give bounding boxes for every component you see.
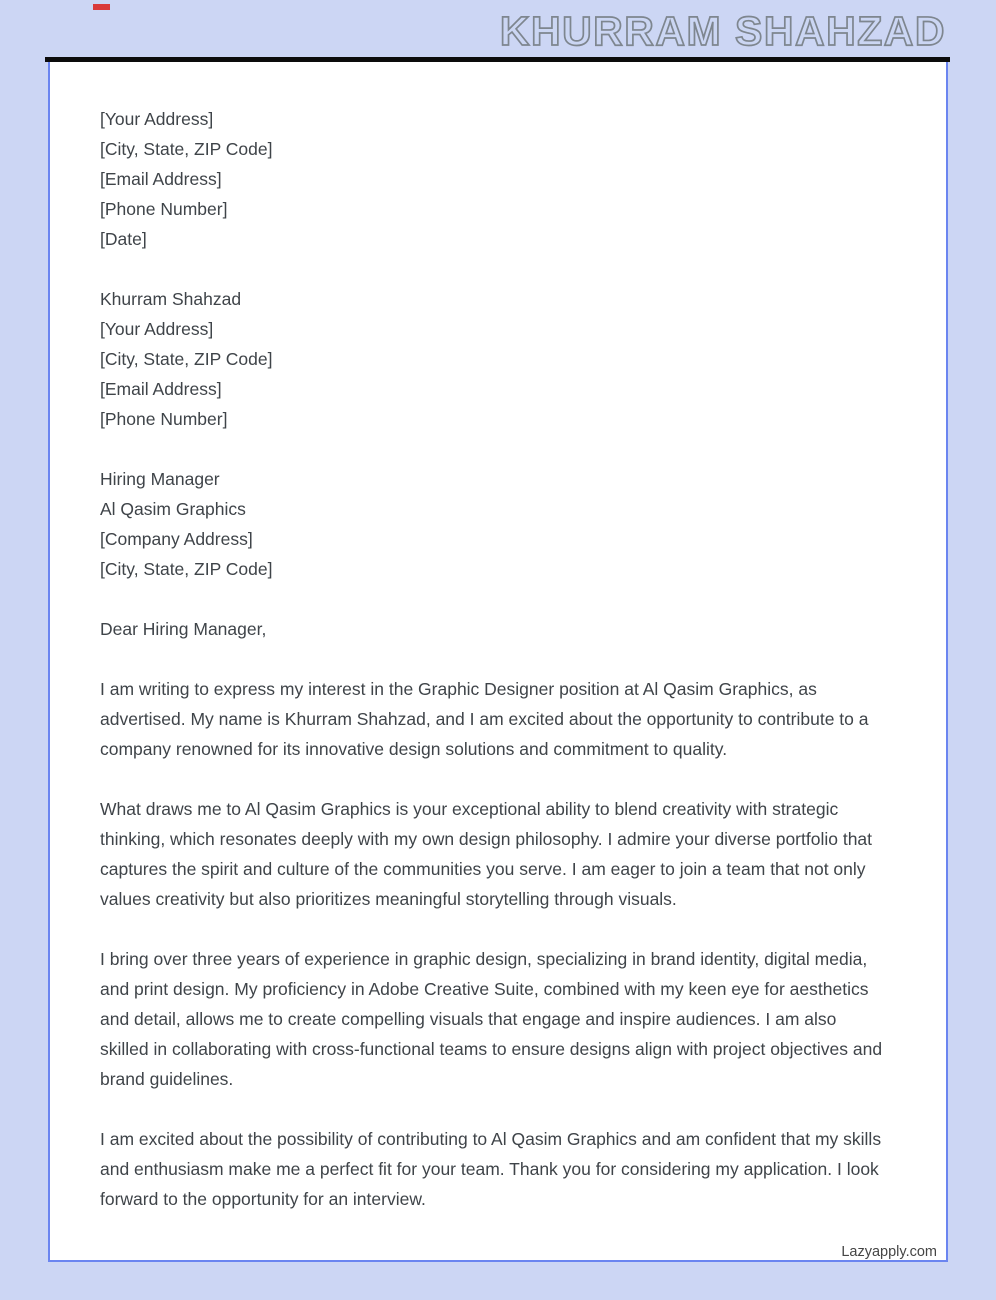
header-name-title: KHURRAM SHAHZAD — [499, 8, 946, 54]
letter-line: [Company Address] — [100, 529, 253, 549]
document-header — [0, 0, 996, 57]
watermark-label: Lazyapply.com — [841, 1244, 937, 1260]
letter-paragraph: I bring over three years of experience in graphic design, specializing in brand identity, digital media, and print design. My proficiency in Adobe Creative Suite, combined with my keen eye for aesthetics and detail, allows me to create compelling visuals that engage and inspire audiences. I am also skilled in collaborating with cross-functional teams to ensure designs align with project objectives and brand guidelines. — [100, 949, 883, 1089]
letter-line: [Your Address] — [100, 109, 214, 129]
letter-line: Khurram Shahzad — [100, 289, 242, 309]
sender-block — [100, 284, 888, 434]
letter-paragraph: I am writing to express my interest in the Graphic Designer position at Al Qasim Graphics, as advertised. My name is Khurram Shahzad, and I am excited about the opportunity to contribute to a company renowned for its innovative design solutions and commitment to quality. — [100, 679, 869, 759]
letter-line: [City, State, ZIP Code] — [100, 559, 273, 579]
letter-line: [Date] — [100, 229, 147, 249]
recipient-block — [100, 464, 888, 584]
letter-paragraph: I am excited about the possibility of contributing to Al Qasim Graphics and am confident that my skills and enthusiasm make me a perfect fit for your team. Thank you for considering my application. I look forward to the opportunity for an interview. — [100, 1129, 882, 1209]
letter-line: [Your Address] — [100, 319, 214, 339]
letter-line: [Phone Number] — [100, 199, 228, 219]
letter-line: [Email Address] — [100, 379, 222, 399]
letter-line: [Phone Number] — [100, 409, 228, 429]
letter-line: [Email Address] — [100, 169, 222, 189]
letter-line: [City, State, ZIP Code] — [100, 139, 273, 159]
letter-line: [City, State, ZIP Code] — [100, 349, 273, 369]
letter-paragraph: What draws me to Al Qasim Graphics is your exceptional ability to blend creativity with strategic thinking, which resonates deeply with my own design philosophy. I admire your diverse portfolio that captures the spirit and culture of the communities you serve. I am eager to join a team that not only values creativity but also prioritizes meaningful storytelling through visuals. — [100, 799, 873, 909]
letter-line: Hiring Manager — [100, 469, 220, 489]
address-block-top — [100, 104, 888, 254]
letter-line: Al Qasim Graphics — [100, 499, 246, 519]
letter-page — [48, 62, 948, 1262]
letter-body — [100, 674, 888, 1214]
salutation-line: Dear Hiring Manager, — [100, 619, 267, 639]
